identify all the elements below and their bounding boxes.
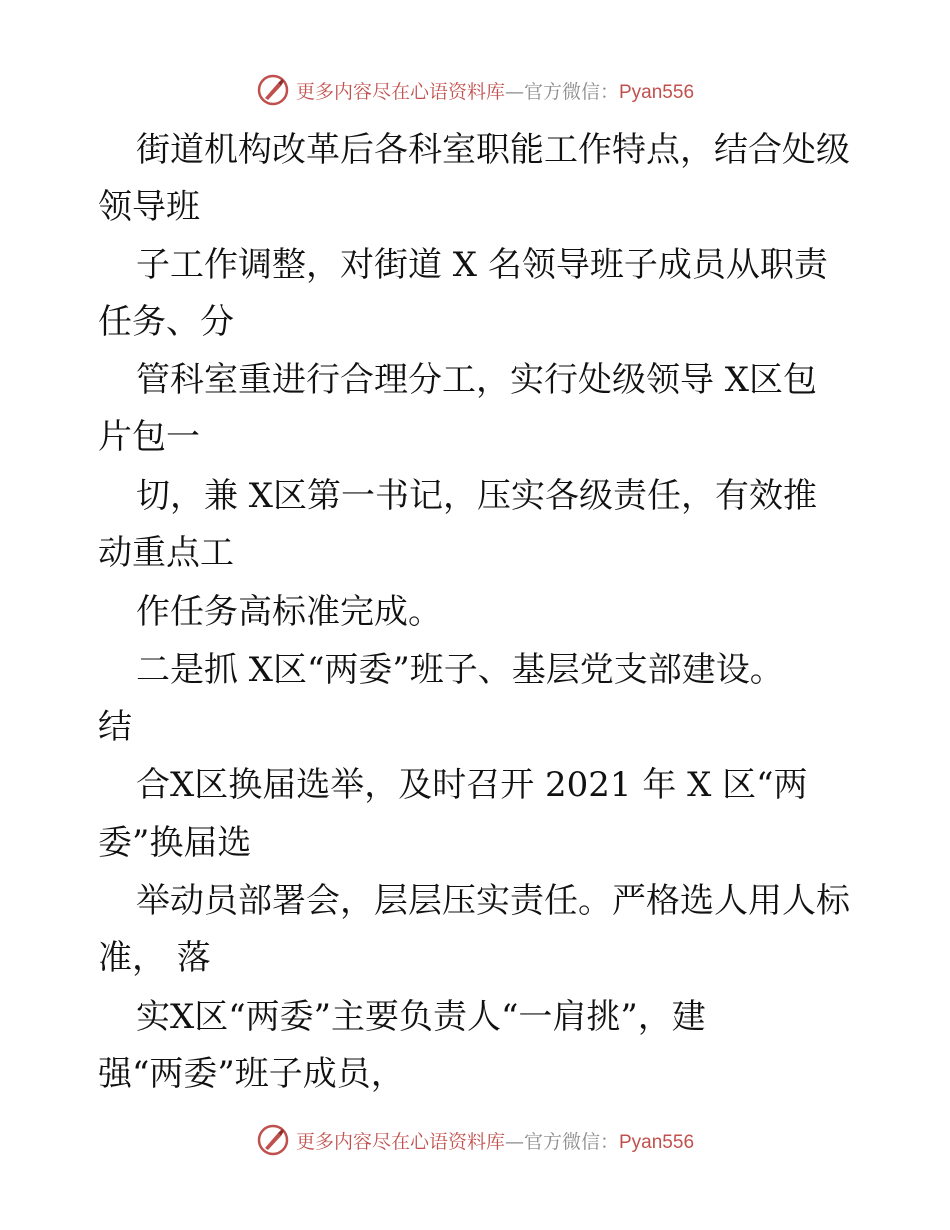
text-line: 强“两委”班子成员， [98,1054,405,1094]
text-line: 作任务高标准完成。 [136,592,442,632]
header-site: 更多内容尽在心语资料库 [295,80,505,103]
text-line: 二是抓 X区“两委”班子、基层党支部建设。 [136,650,784,690]
text-line: 实X区“两委”主要负责人“一肩挑”，建 [136,997,706,1037]
text-line: 切，兼 X区第一书记，压实各级责任，有效推 [136,476,818,516]
text-line: 管科室重进行合理分工，实行处级领导 X区包 [136,360,818,400]
header-wechat-id: Pyan556 [619,81,695,103]
footer-wechat-label: 官方微信： [523,1130,619,1153]
footer-wechat-id: Pyan556 [619,1131,695,1153]
header-dash: — [504,80,524,103]
text-line: 领导班 [98,187,200,227]
footer-banner [0,1120,950,1160]
pen-nib-logo-icon [256,1123,290,1157]
text-line: 街道机构改革后各科室职能工作特点，结合处级 [136,130,850,170]
header-wechat-label: 官方微信： [523,80,619,103]
text-line: 结 [98,707,132,747]
header-text [296,77,694,104]
footer-text [296,1127,694,1154]
text-line: 动重点工 [98,533,234,573]
text-line: 子工作调整，对街道 X 名领导班子成员从职责 [136,245,828,285]
pen-nib-logo-icon [256,73,290,107]
footer-dash: — [504,1130,524,1153]
text-line: 举动员部署会，层层压实责任。严格选人用人标 [136,881,850,921]
text-line: 合X区换届选举，及时召开 2021 年 X 区“两 [136,765,808,805]
header-banner [0,70,950,110]
text-line: 任务、分 [98,302,234,342]
text-line: 委”换届选 [98,823,252,863]
footer-site: 更多内容尽在心语资料库 [295,1130,505,1153]
text-line: 准， 落 [98,938,211,978]
text-line: 片包一 [98,417,200,457]
